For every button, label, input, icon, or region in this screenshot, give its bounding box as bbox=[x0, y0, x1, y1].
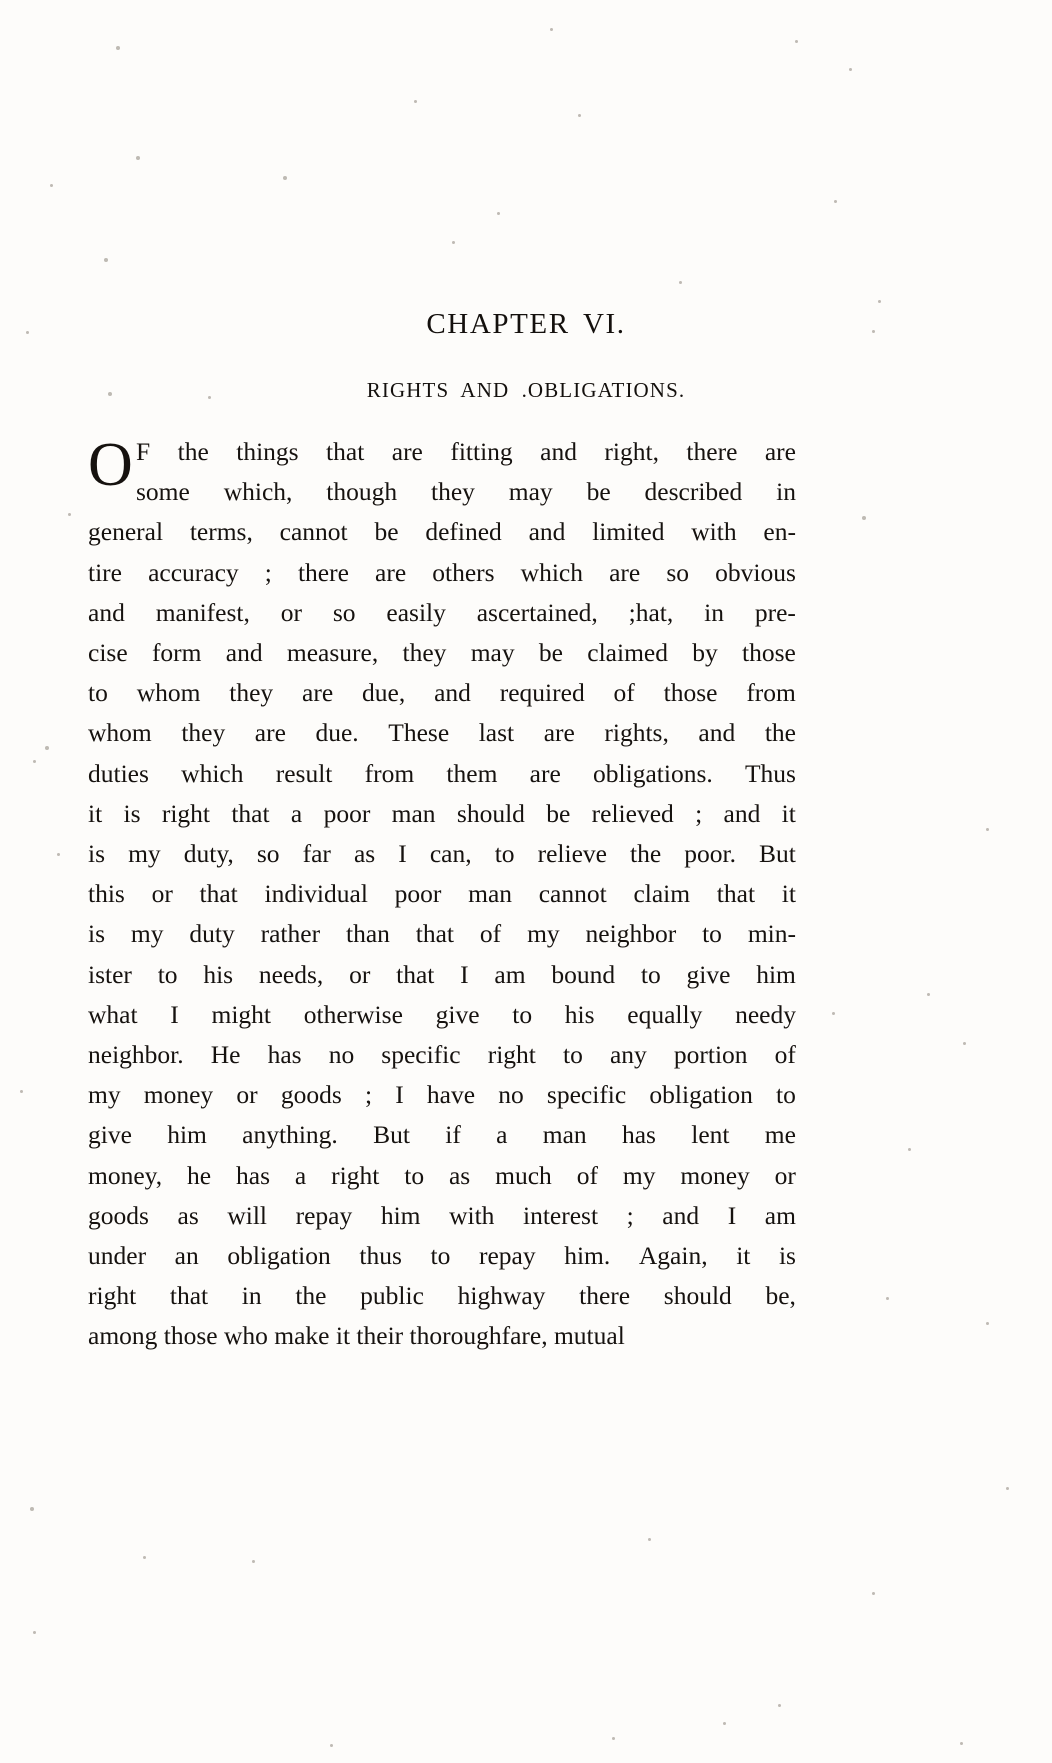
body-text bbox=[88, 432, 796, 1357]
text-line: whom they are due. These last are rights, and the bbox=[88, 718, 796, 748]
text-line: ister to his needs, or that I am bound to give him bbox=[88, 959, 796, 989]
text-line: to whom they are due, and required of those from bbox=[88, 678, 796, 708]
text-line: under an obligation thus to repay him. Again, it is bbox=[88, 1241, 796, 1271]
text-line: general terms, cannot be defined and limited with en- bbox=[88, 517, 796, 547]
text-line: it is right that a poor man should be relieved ; and it bbox=[88, 798, 796, 828]
text-line: cise form and measure, they may be claimed by those bbox=[88, 638, 796, 668]
text-line: this or that individual poor man cannot claim that it bbox=[88, 879, 796, 909]
text-line: what I might otherwise give to his equally needy bbox=[88, 999, 796, 1029]
text-line: neighbor. He has no specific right to any portion of bbox=[88, 1040, 796, 1070]
text-line: duties which result from them are obligations. Thus bbox=[88, 758, 796, 788]
chapter-title: CHAPTER VI. bbox=[426, 308, 626, 340]
text-line: money, he has a right to as much of my money or bbox=[88, 1160, 796, 1190]
text-line: among those who make it their thoroughfare, mutual bbox=[88, 1321, 625, 1351]
text-line: is my duty rather than that of my neighbor to min- bbox=[88, 919, 796, 949]
text-line: and manifest, or so easily ascertained, ;hat, in pre- bbox=[88, 597, 796, 627]
text-line: give him anything. But if a man has lent me bbox=[88, 1120, 796, 1150]
text-line: some which, though they may be described in bbox=[136, 477, 796, 507]
text-line: goods as will repay him with interest ; and I am bbox=[88, 1200, 796, 1230]
drop-cap: O bbox=[88, 431, 133, 499]
text-line: my money or goods ; I have no specific obligation to bbox=[88, 1080, 796, 1110]
text-line: tire accuracy ; there are others which are so obvious bbox=[88, 557, 796, 587]
text-line: right that in the public highway there should be, bbox=[88, 1281, 796, 1311]
text-line: is my duty, so far as I can, to relieve the poor. But bbox=[88, 839, 796, 869]
text-line: F the things that are fitting and right, there are bbox=[136, 437, 796, 466]
chapter-subtitle: RIGHTS AND .OBLIGATIONS. bbox=[366, 378, 686, 402]
